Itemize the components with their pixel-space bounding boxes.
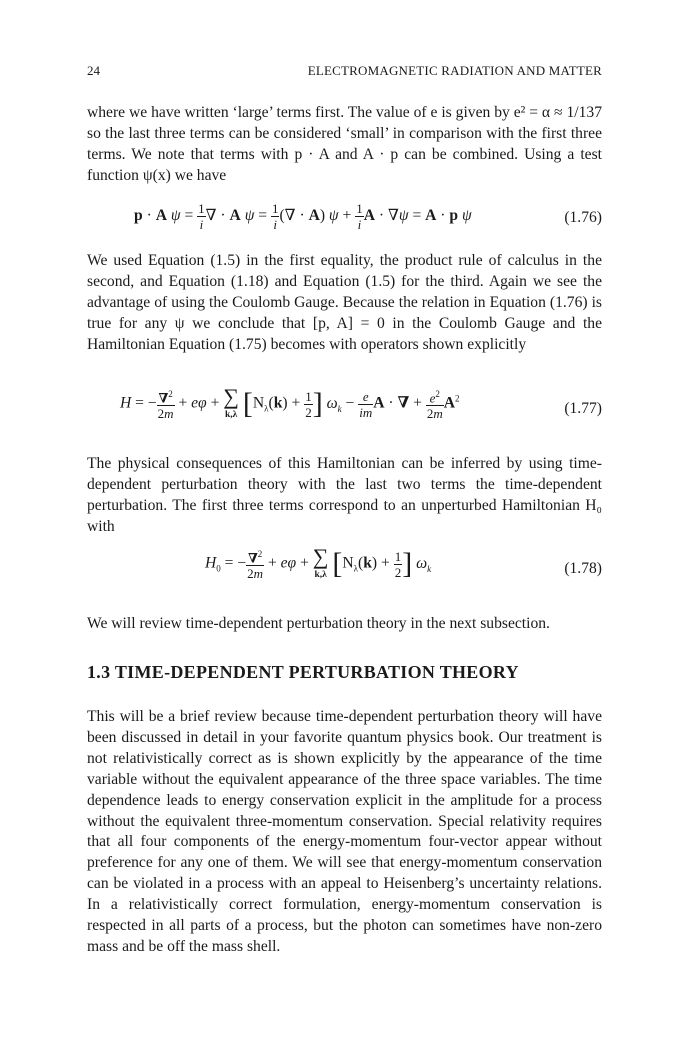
paragraph-5: This will be a brief review because time-dependent perturbation theory will have been discussed in detail in your favorite quantum physics book. Our treatment is not relativistically correct as is shown explicitly by the appearance of the time variable without the equivalent appearance of the three space variables. The time dependence leads to energy conservation explicit in the amplitude for a process without the equivalent three-momentum conservation. Special relativity requires that all four components of the energy-momentum four-vector appear without preference for any one of them. We will see that energy-momentum conservation can be violated in a process with an appeal to Heisenberg’s uncertainty relations. In a relativistically correct formulation, energy-momentum conservation is respected in all parts of a process, but the photon can sometimes have non-zero mass and be off the mass shell.	[87, 708, 602, 955]
running-head: ELECTROMAGNETIC RADIATION AND MATTER	[307, 63, 602, 78]
equation-1-77	[87, 380, 602, 438]
equation-1-78-body: $H_0$ = − $\frac{\nabla^2}{2m}$ + eφ + ∑ k,λ [$N_\lambda(k)$ + $\frac{1}{2}$ ] $\omega_k$	[205, 544, 432, 582]
paragraph-1: where we have written ‘large’ terms first. The value of e is given by e² = α ≈ 1/137 so the last three terms can be considered ‘small’ in comparison with the first three terms. We note that terms with p · A and A · p can be combined. Using a test function ψ(x) we have	[87, 104, 602, 184]
paragraph-4: We will review time-dependent perturbation theory in the next subsection.	[87, 615, 550, 632]
equation-number: (1.77)	[564, 400, 602, 417]
section-heading: 1.3 TIME-DEPENDENT PERTURBATION THEORY	[87, 662, 519, 682]
equation-number: (1.76)	[564, 209, 602, 226]
page-number: 24	[87, 63, 100, 78]
paragraph-3: The physical consequences of this Hamiltonian can be inferred by using time-dependent perturbation theory with the last two terms the time-dependent perturbation. The first three terms correspond to an unperturbed Hamiltonian H₀ with	[87, 455, 602, 535]
equation-number: (1.78)	[564, 560, 602, 577]
page-header	[87, 63, 602, 85]
equation-1-77-body: H = − $\frac{\nabla^2}{2m}$ + eφ + ∑ k,λ [$N_\lambda(k)$ + $\frac{1}{2}$ ] $\omega_k$ − $\frac{e}{im}$ A · ∇ + $\frac{e^2}{2m}$ $A^2$	[120, 384, 460, 422]
equation-1-78	[87, 542, 602, 600]
paragraph-2: We used Equation (1.5) in the first equality, the product rule of calculus in the second, and Equation (1.18) and Equation (1.5) for the third. Again we see the advantage of using the Coulomb Gauge. Because the relation in Equation (1.76) is true for any ψ we conclude that [p, A] = 0 in the Coulomb Gauge and the Hamiltonian Equation (1.75) becomes with operators shown explicitly	[87, 252, 602, 353]
equation-1-76-body: p · A ψ = $\frac{1}{i}$ ∇ · A ψ = $\frac{1}{i}$ (∇ · A) ψ + $\frac{1}{i}$ A · ∇ψ = A · p ψ	[134, 201, 472, 232]
equation-1-76	[87, 198, 602, 238]
